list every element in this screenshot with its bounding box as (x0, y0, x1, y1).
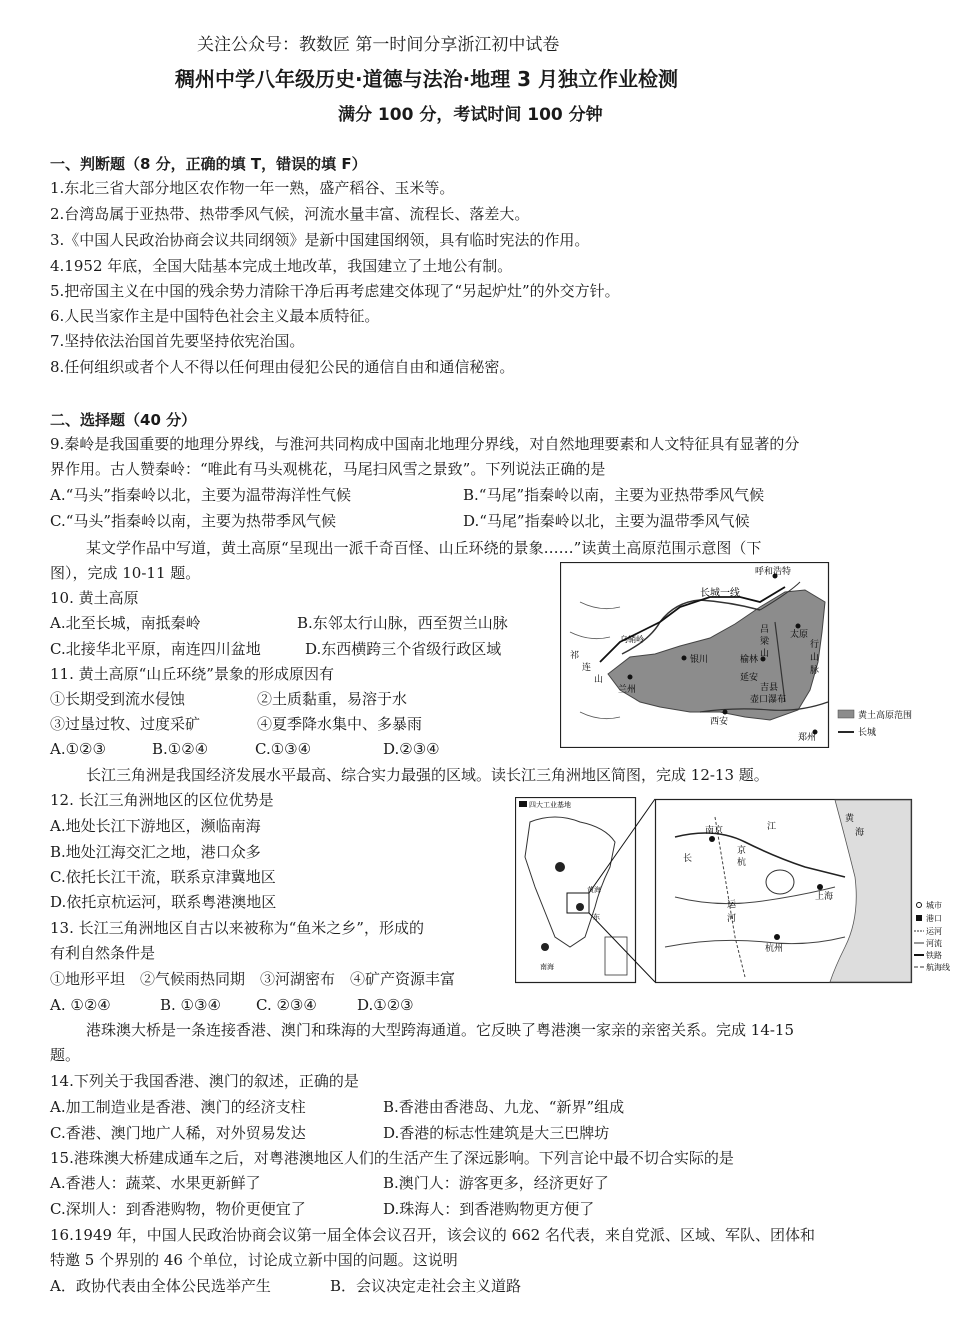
map-label: 太原 (790, 630, 809, 640)
map-label: 银川 (690, 655, 709, 665)
map-label: 运 (727, 900, 737, 910)
q10-option-c: C.北接华北平原，南连四川盆地 (50, 640, 261, 658)
map-label: 杭州 (765, 944, 784, 954)
q15-option-a: A.香港人：蔬菜、水果更新鲜了 (50, 1174, 261, 1192)
list-item: 7.坚持依法治国首先要坚持依宪治国。 (50, 332, 305, 350)
map-label: 壶口瀑布 (750, 695, 787, 705)
map-label: 呼和浩特 (755, 567, 792, 577)
map-label: 兰州 (618, 685, 637, 695)
intro-10-11: 某文学作品中写道，黄土高原“呈现出一派千奇百怪、山丘环绕的景象……”读黄土高原范围示意图（下 (86, 539, 762, 557)
q11-option-d: D.②③④ (383, 740, 440, 758)
yangtze-delta-map (515, 797, 957, 987)
map-label: 海 (855, 828, 865, 838)
q11-opt-2: ②土质黏重，易溶于水 (257, 690, 408, 708)
legend-wall: 长城 (858, 728, 877, 738)
map-label: 山 (760, 649, 770, 659)
q13-stem: 有利自然条件是 (50, 944, 156, 962)
map-label: 郑州 (798, 733, 817, 743)
q10-stem: 10. 黄土高原 (50, 589, 139, 607)
map-label: 延安 (740, 673, 759, 683)
map-label: 连 (582, 663, 592, 673)
list-item: 1.东北三省大部分地区农作物一年一熟，盛产稻谷、玉米等。 (50, 179, 455, 197)
q11-opt-3: ③过垦过牧、过度采矿 (50, 715, 201, 733)
map-label: 脉 (810, 666, 820, 676)
map-label: 山 (810, 653, 820, 663)
q11-option-a: A.①②③ (50, 740, 106, 758)
q11-option-b: B.①②④ (152, 740, 209, 758)
q9-option-b: B.“马尾”指秦岭以南，主要为亚热带季风气候 (463, 486, 765, 504)
q16-option-a: A．政协代表由全体公民选举产生 (50, 1277, 271, 1295)
q11-opt-1: ①长期受到流水侵蚀 (50, 690, 186, 708)
q13-options: ①地形平坦 ②气候雨热同期 ③河湖密布 ④矿产资源丰富 (50, 970, 456, 988)
q14-option-b: B.香港由香港岛、九龙、“新界”组成 (383, 1098, 625, 1116)
map-label: 黄 (845, 814, 855, 824)
q14-option-d: D.香港的标志性建筑是大三巴牌坊 (383, 1124, 610, 1142)
q13-option-d: D.①②③ (357, 996, 414, 1014)
legend-item: 河流 (926, 939, 942, 948)
intro-10-11: 图），完成 10-11 题。 (50, 564, 201, 582)
legend-item: 铁路 (926, 951, 942, 960)
q16-stem: 16.1949 年，中国人民政治协商会议第一届全体会议召开，该会议的 662 名代表，来自党派、区域、军队、团体和 (50, 1226, 815, 1244)
q9-stem: 界作用。古人赞秦岭：“唯此有马头观桃花，马尾扫风雪之景致”。下列说法正确的是 (50, 460, 606, 478)
map-label: 吉县 (760, 683, 779, 693)
map-label: 吕 (760, 625, 770, 635)
q9-option-c: C.“马头”指秦岭以南，主要为热带季风气候 (50, 512, 337, 530)
q13-option-b: B. ①③④ (160, 996, 221, 1014)
map-label: 长 (683, 854, 693, 864)
map-label: 梁 (760, 637, 770, 647)
q10-option-b: B.东邻太行山脉，西至贺兰山脉 (297, 614, 508, 632)
inset-label: 南海 (540, 963, 554, 971)
q14-option-c: C.香港、澳门地广人稀，对外贸易发达 (50, 1124, 306, 1142)
q12-option-c: C.依托长江干流，联系京津冀地区 (50, 868, 276, 886)
intro-14-15: 题。 (50, 1046, 81, 1064)
map-label: 祁 (570, 651, 580, 661)
legend-item: 港口 (926, 914, 942, 923)
list-item: 8.任何组织或者个人不得以任何理由侵犯公民的通信自由和通信秘密。 (50, 358, 515, 376)
section2-heading: 二、选择题（40 分） (50, 411, 197, 429)
q12-stem: 12. 长江三角洲地区的区位优势是 (50, 791, 274, 809)
q9-option-d: D.“马尾”指秦岭以北，主要为温带季风气候 (463, 512, 750, 530)
q14-stem: 14.下列关于我国香港、澳门的叙述，正确的是 (50, 1072, 359, 1090)
map-label: 上海 (815, 892, 834, 902)
q11-stem: 11. 黄土高原“山丘环绕”景象的形成原因有 (50, 665, 334, 683)
map-label: 行 (810, 640, 820, 650)
intro-14-15: 港珠澳大桥是一条连接香港、澳门和珠海的大型跨海通道。它反映了粤港澳一家亲的亲密关系。完成 14-15 (86, 1021, 795, 1039)
inset-label: 东 (593, 913, 600, 921)
q12-option-a: A.地处长江下游地区，濒临南海 (50, 817, 261, 835)
q12-option-b: B.地处江海交汇之地，港口众多 (50, 843, 261, 861)
q9-stem: 9.秦岭是我国重要的地理分界线，与淮河共同构成中国南北地理分界线，对自然地理要素和人文特征具有显著的分 (50, 435, 800, 453)
map-label: 山 (594, 675, 604, 685)
list-item: 2.台湾岛属于亚热带、热带季风气候，河流水量丰富、流程长、落差大。 (50, 205, 530, 223)
list-item: 6.人民当家作主是中国特色社会主义最本质特征。 (50, 307, 380, 325)
q16-option-b: B．会议决定走社会主义道路 (330, 1277, 522, 1295)
header-notice: 关注公众号：教数匠 第一时间分享浙江初中试卷 (197, 35, 560, 55)
section1-heading: 一、判断题（8 分，正确的填 T，错误的填 F） (50, 155, 367, 173)
q14-option-a: A.加工制造业是香港、澳门的经济支柱 (50, 1098, 306, 1116)
q11-option-c: C.①③④ (255, 740, 312, 758)
q13-option-c: C. ②③④ (256, 996, 317, 1014)
q13-option-a: A. ①②④ (50, 996, 111, 1014)
map-label: 江 (767, 822, 777, 832)
q15-option-c: C.深圳人：到香港购物，物价更便宜了 (50, 1200, 306, 1218)
list-item: 5.把帝国主义在中国的残余势力清除干净后再考虑建交体现了“另起炉灶”的外交方针。 (50, 282, 620, 300)
q15-option-d: D.珠海人：到香港购物更方便了 (383, 1200, 595, 1218)
q11-opt-4: ④夏季降水集中、多暴雨 (257, 715, 423, 733)
map-label: 河 (727, 914, 737, 924)
q12-option-d: D.依托京杭运河，联系粤港澳地区 (50, 893, 277, 911)
list-item: 4.1952 年底，全国大陆基本完成土地改革，我国建立了土地公有制。 (50, 257, 513, 275)
q10-option-a: A.北至长城，南抵秦岭 (50, 614, 201, 632)
map-label: 京 (737, 846, 747, 856)
q15-stem: 15.港珠澳大桥建成通车之后，对粤港澳地区人们的生活产生了深远影响。下列言论中最不切合实际的是 (50, 1149, 734, 1167)
q10-option-d: D.东西横跨三个省级行政区域 (305, 640, 502, 658)
inset-label: 黄海 (587, 886, 601, 894)
map-label: 长城一线 (700, 588, 740, 599)
legend-item: 航海线 (926, 963, 950, 972)
page-subtitle: 满分 100 分，考试时间 100 分钟 (338, 105, 603, 125)
page-title: 稠州中学八年级历史·道德与法治·地理 3 月独立作业检测 (175, 67, 679, 91)
q9-option-a: A.“马头”指秦岭以北，主要为温带海洋性气候 (50, 486, 351, 504)
legend-item: 运河 (926, 927, 942, 936)
map-label: 南京 (705, 826, 724, 836)
q13-stem: 13. 长江三角洲地区自古以来被称为“鱼米之乡”，形成的 (50, 919, 424, 937)
map-label: 杭 (737, 858, 747, 868)
intro-12-13: 长江三角洲是我国经济发展水平最高、综合实力最强的区域。读长江三角洲地区简图，完成 12-13 题。 (86, 766, 769, 784)
inset-legend: 四大工业基地 (529, 801, 571, 809)
list-item: 3.《中国人民政治协商会议共同纲领》是新中国建国纲领，具有临时宪法的作用。 (50, 231, 590, 249)
legend-item: 城市 (926, 901, 942, 910)
map-label: 西安 (710, 717, 729, 727)
map-label: 榆林 (740, 655, 759, 665)
legend-plateau: 黄土高原范围 (858, 711, 913, 721)
loess-plateau-map (560, 562, 957, 748)
q16-stem: 特邀 5 个界别的 46 个单位，讨论成立新中国的问题。这说明 (50, 1251, 458, 1269)
q15-option-b: B.澳门人：游客更多，经济更好了 (383, 1174, 609, 1192)
map-label: 乌鞘岭 (620, 635, 644, 644)
